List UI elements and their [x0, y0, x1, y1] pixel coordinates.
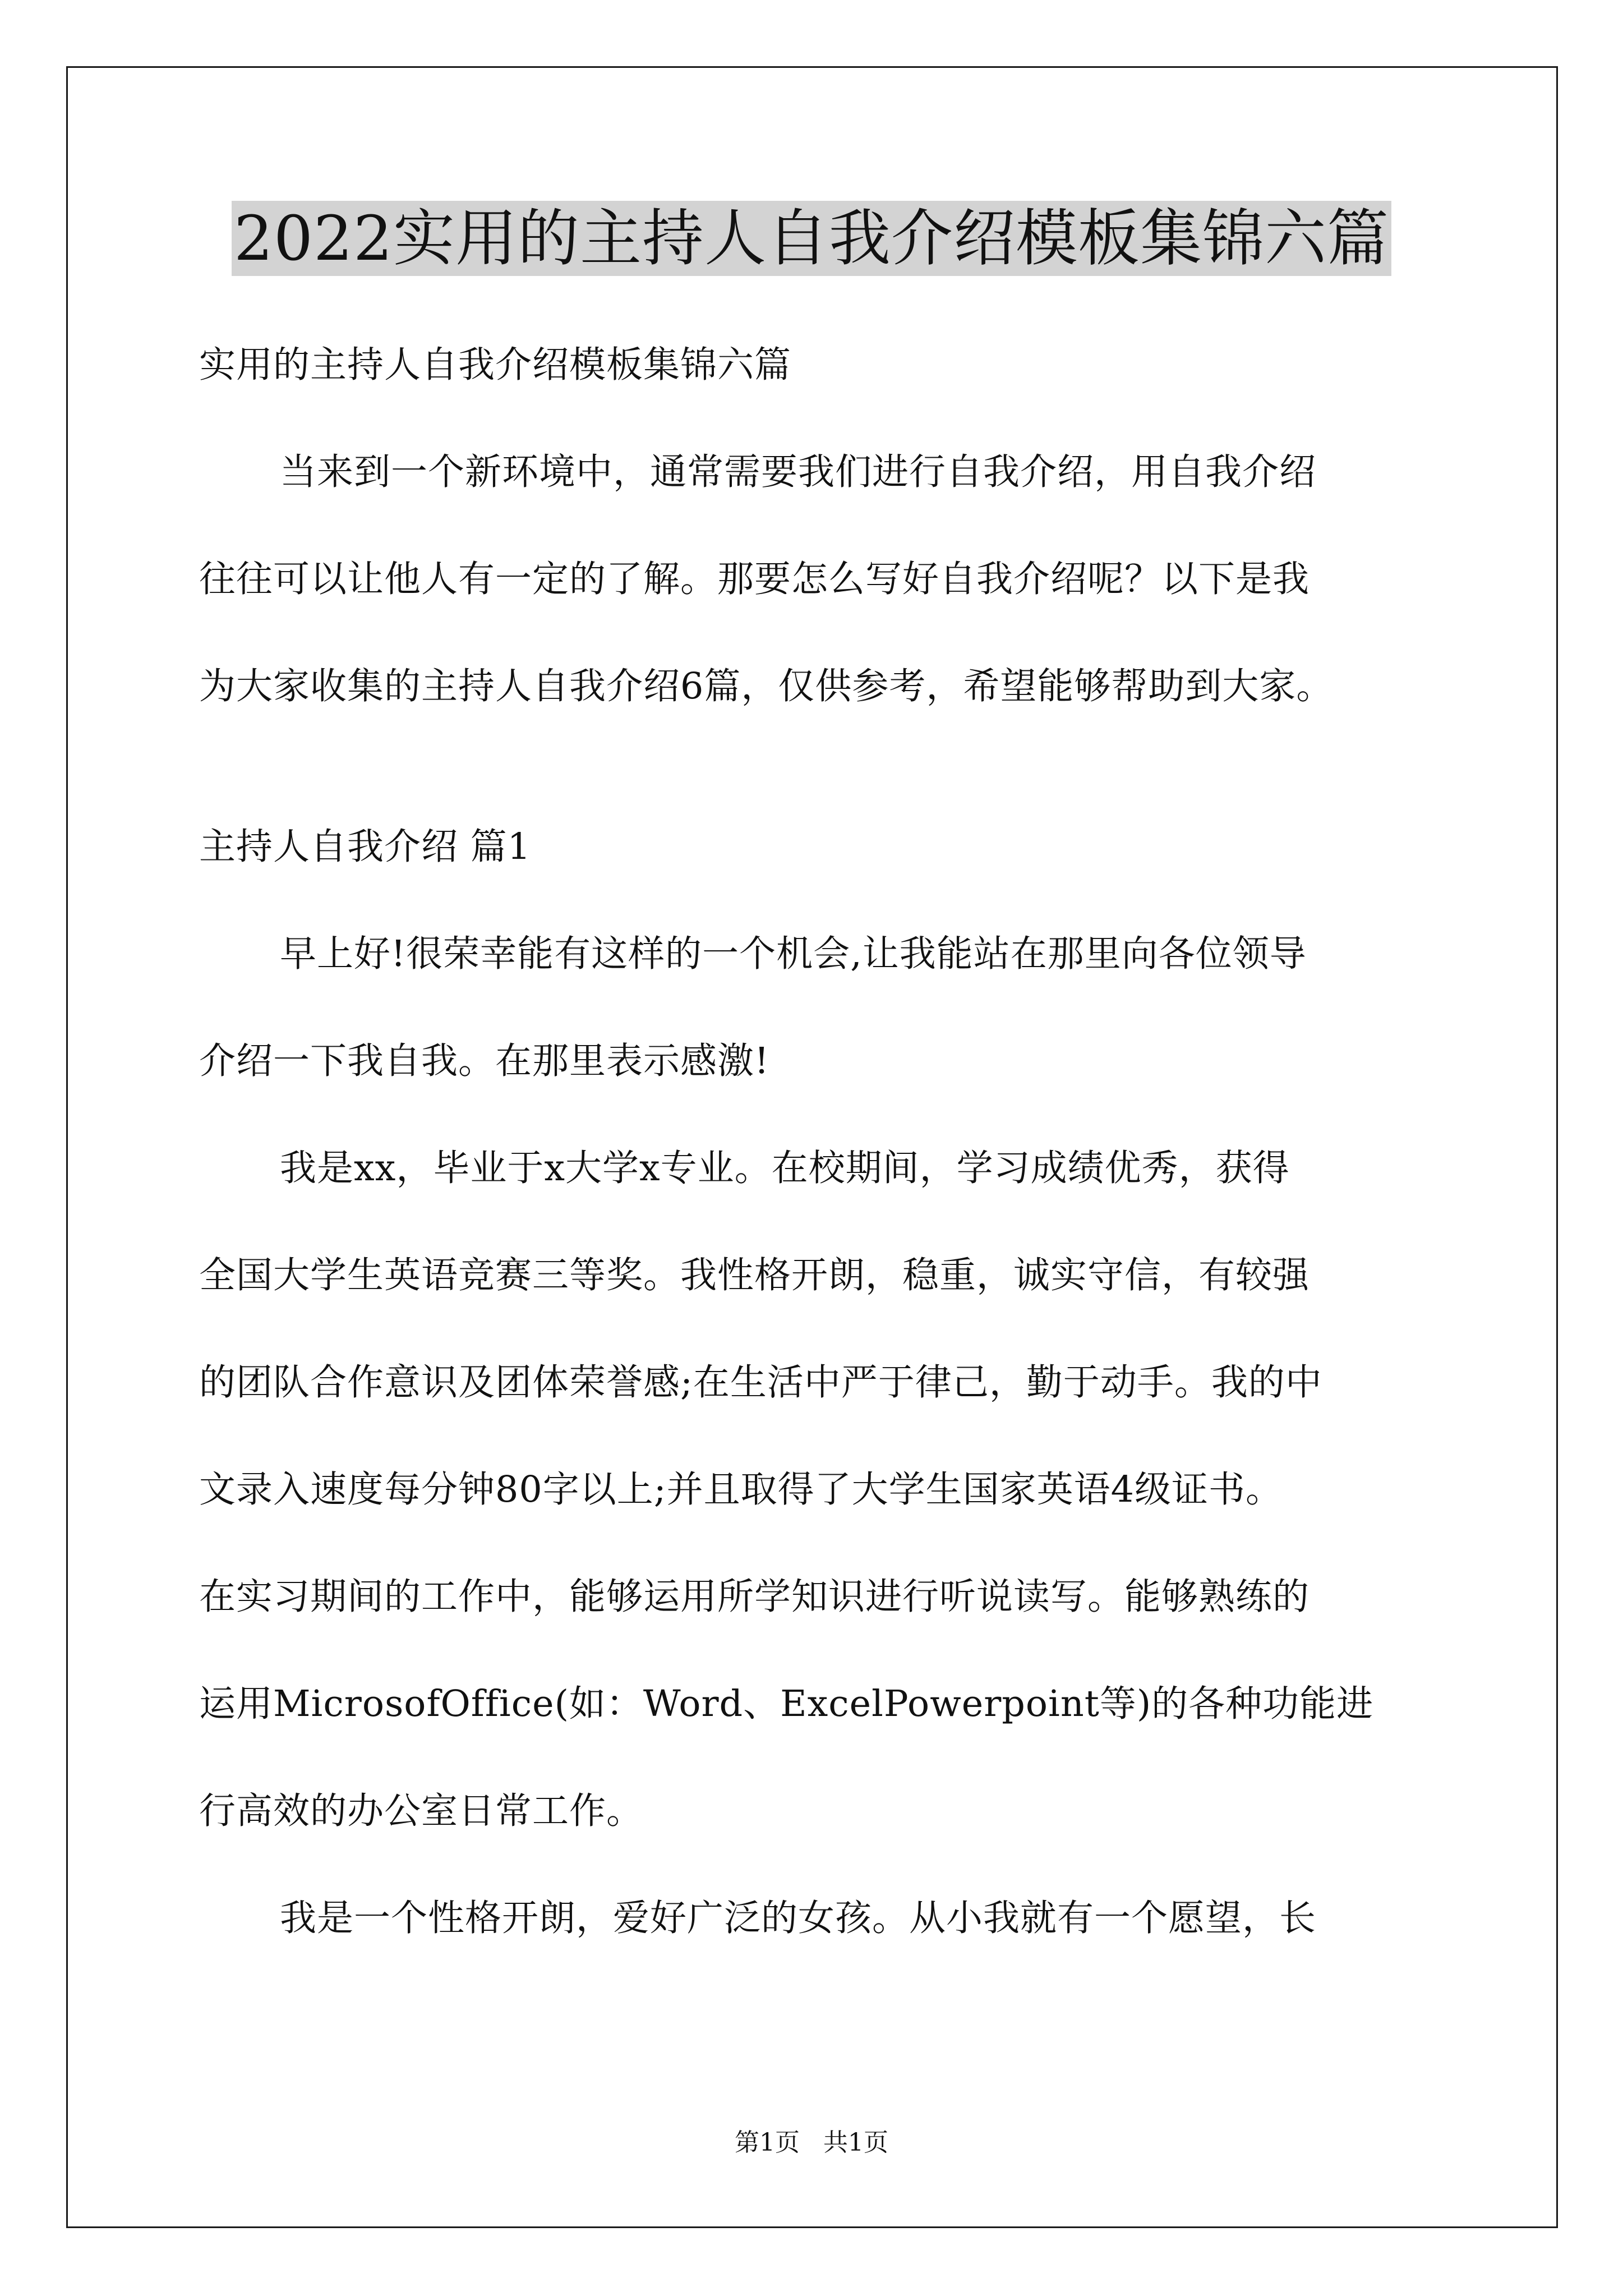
- section-gap: [199, 740, 1424, 793]
- page-footer: 第1页 共1页: [735, 2128, 888, 2157]
- para2-line-1: 我是xx，毕业于x大学x专业。在校期间，学习成绩优秀，获得: [280, 1147, 1290, 1189]
- document-subtitle: 实用的主持人自我介绍模板集锦六篇: [199, 344, 792, 386]
- para2-line-2: 全国大学生英语竞赛三等奖。我性格开朗，稳重，诚实守信，有较强: [199, 1254, 1310, 1296]
- para2-line-4: 文录入速度每分钟80字以上;并且取得了大学生国家英语4级证书。: [199, 1469, 1283, 1511]
- para2-line-6: 运用MicrosofOffice(如：Word、ExcelPowerpoint等)的各种功能进: [199, 1683, 1374, 1725]
- para3-line-1: 我是一个性格开朗，爱好广泛的女孩。从小我就有一个愿望，长: [280, 1897, 1317, 1939]
- para1-line-2: 介绍一下我自我。在那里表示感激!: [199, 1040, 770, 1082]
- document-body: [199, 311, 1424, 1972]
- intro-line-1: 当来到一个新环境中，通常需要我们进行自我介绍，用自我介绍: [280, 451, 1317, 493]
- intro-line-2: 往往可以让他人有一定的了解。那要怎么写好自我介绍呢？以下是我: [199, 558, 1310, 600]
- para2-line-7: 行高效的办公室日常工作。: [199, 1790, 644, 1832]
- para1-line-1: 早上好!很荣幸能有这样的一个机会,让我能站在那里向各位领导: [280, 933, 1307, 975]
- title-container: [0, 201, 1623, 276]
- document-title: 2022实用的主持人自我介绍模板集锦六篇: [232, 201, 1391, 276]
- section-heading: 主持人自我介绍 篇1: [199, 826, 532, 868]
- para2-line-3: 的团队合作意识及团体荣誉感;在生活中严于律己，勤于动手。我的中: [199, 1361, 1322, 1404]
- intro-line-3: 为大家收集的主持人自我介绍6篇，仅供参考，希望能够帮助到大家。: [199, 665, 1334, 707]
- para2-line-5: 在实习期间的工作中，能够运用所学知识进行听说读写。能够熟练的: [199, 1576, 1310, 1618]
